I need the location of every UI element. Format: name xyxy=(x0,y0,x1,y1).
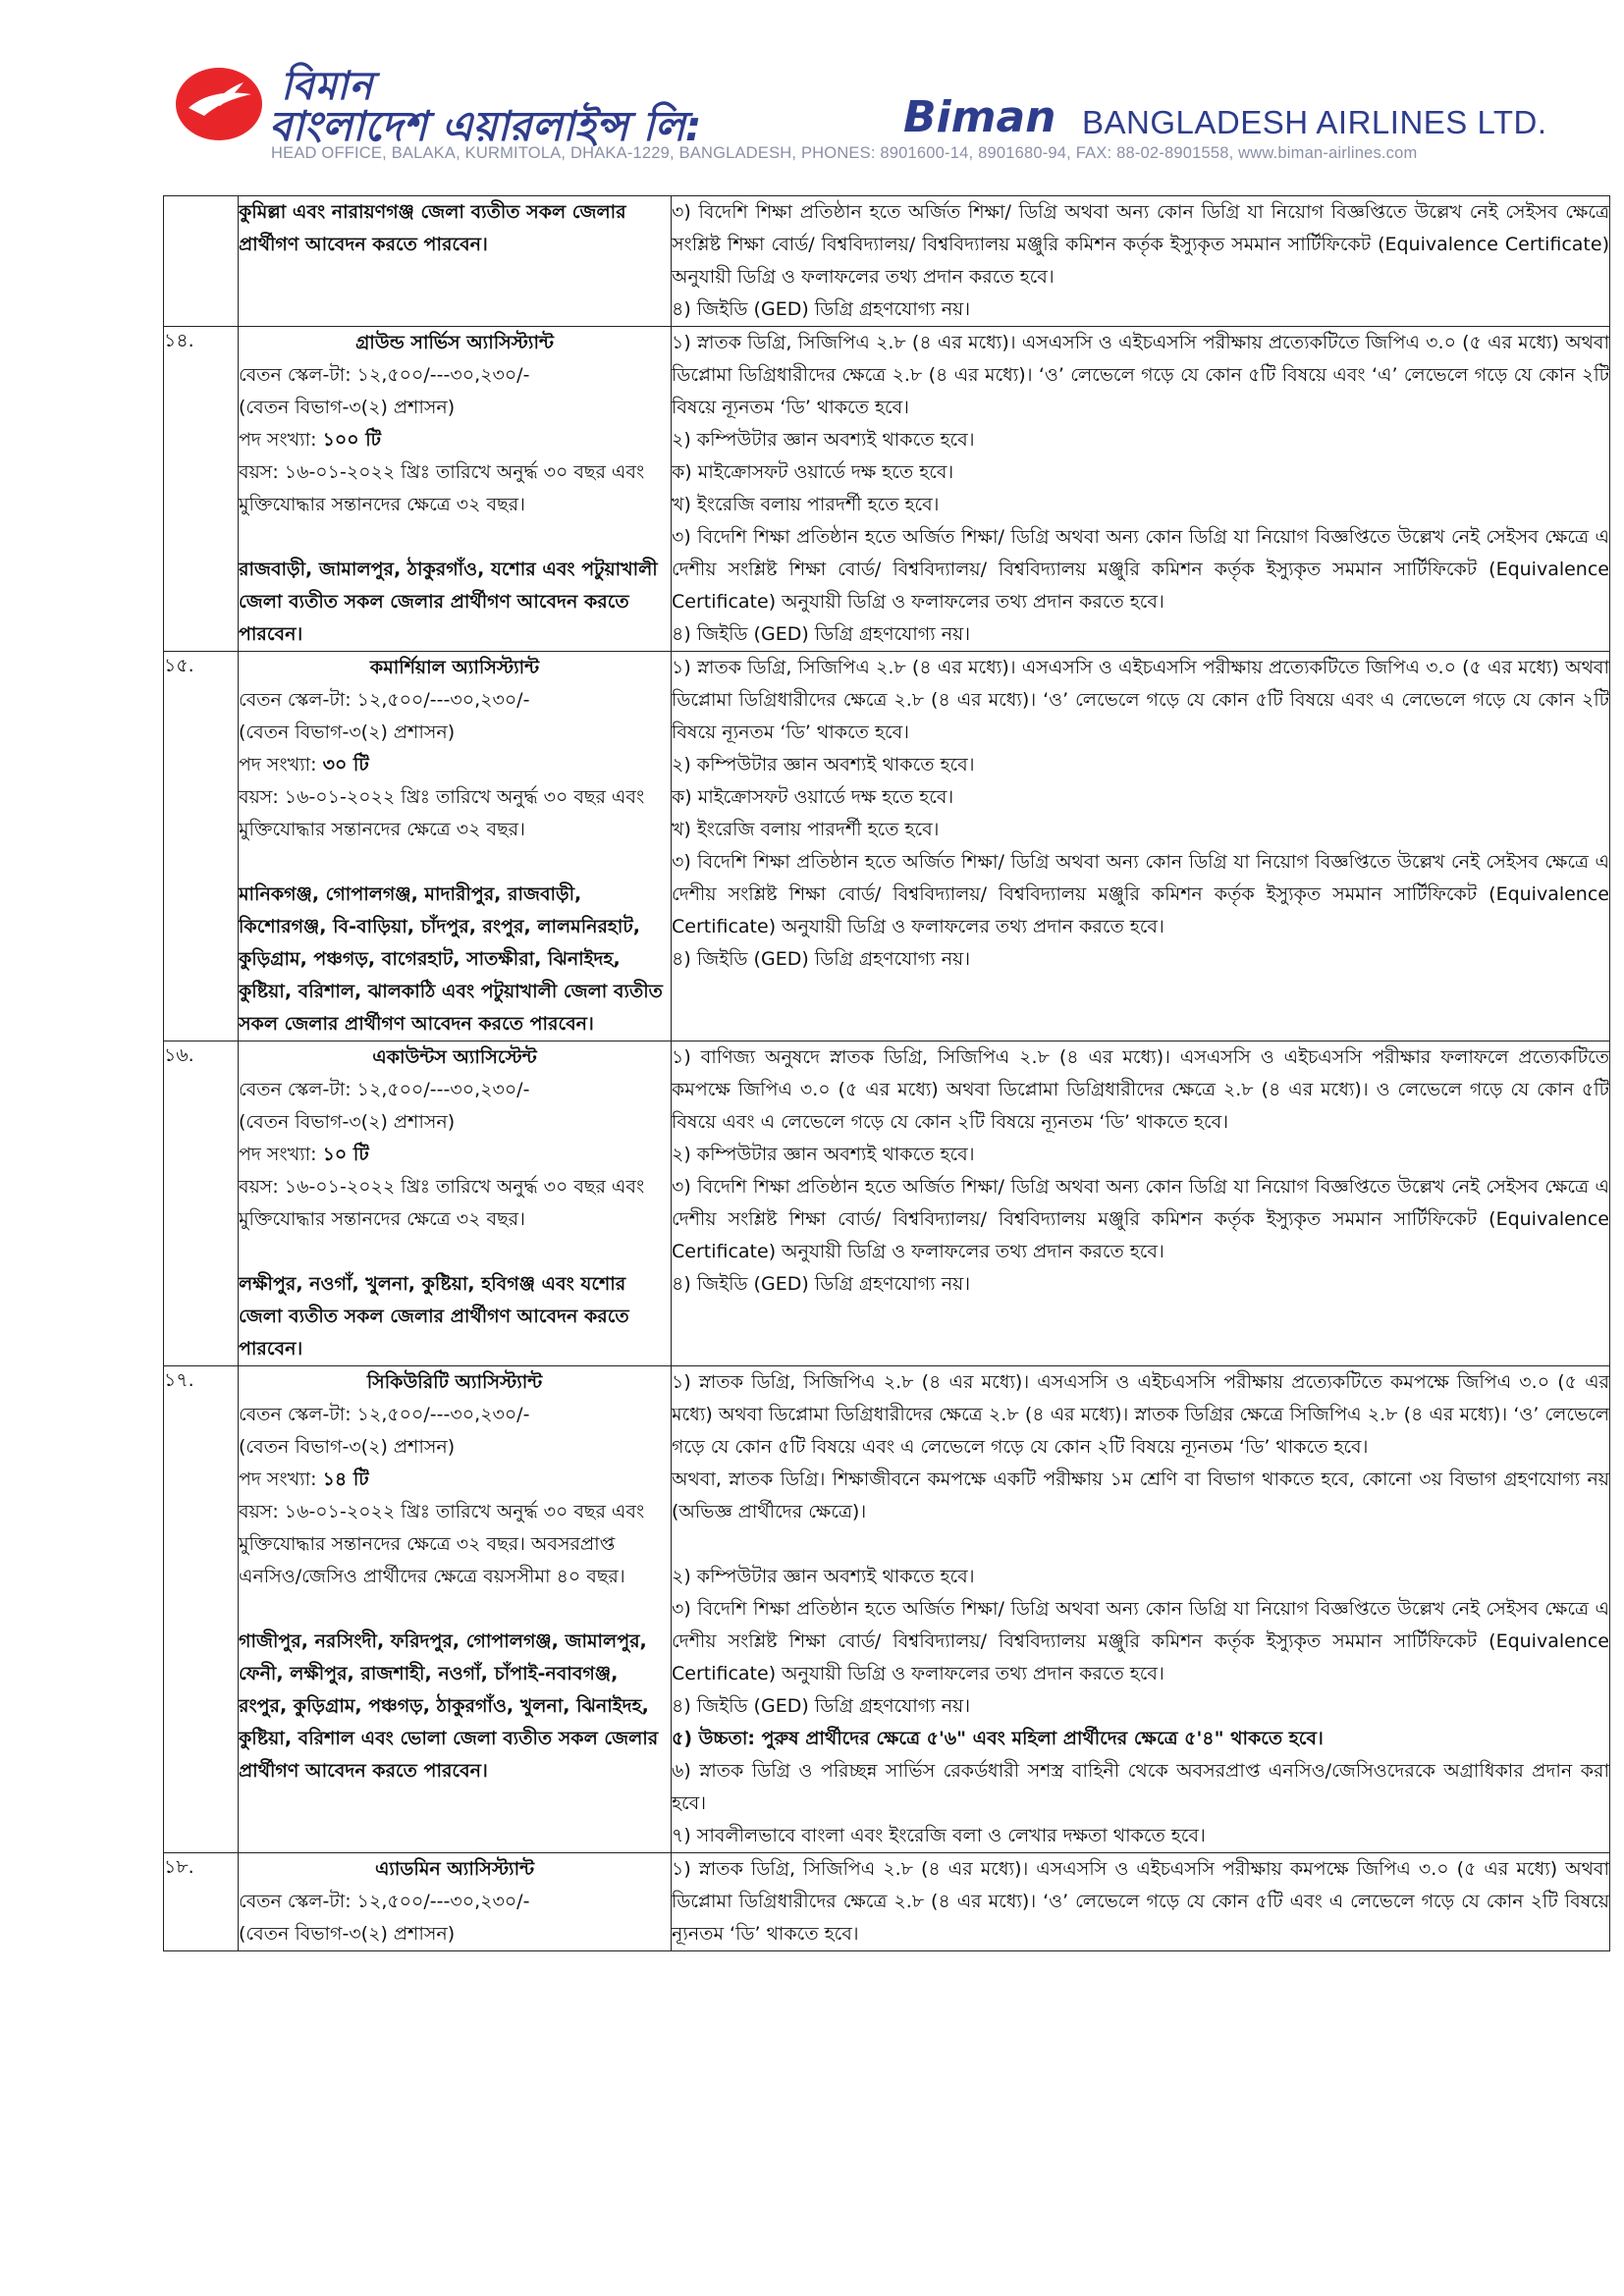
table-row xyxy=(164,1366,1610,1853)
post-count xyxy=(239,424,671,456)
post-title: এ্যাডমিন অ্যাসিস্ট্যান্ট xyxy=(374,1858,535,1880)
requirement-item: ৩) বিদেশি শিক্ষা প্রতিষ্ঠান হতে অর্জিত শিক্ষা/ ডিগ্রি অথবা অন্য কোন ডিগ্রি যা নিয়োগ বিজ্ঞপ্তিতে উল্লেখ নেই সেইসব ক্ষেত্রে এ দেশীয় সংশ্লিষ্ট শিক্ষা বোর্ড/ বিশ্ববিদ্যালয়/ বিশ্ববিদ্যালয় মঞ্জুরি কমিশন কর্তৃক ইস্যুকৃত সমমান সার্টিফিকেট (Equivalence Certificate) অনুযায়ী ডিগ্রি ও ফলাফলের তথ্য প্রদান করতে হবে। xyxy=(672,851,1609,937)
post-count-value: ১৪ টি xyxy=(322,1468,369,1490)
table-row xyxy=(164,652,1610,1041)
table-row xyxy=(164,1041,1610,1366)
requirement-item: ৪) জিইডি (GED) ডিগ্রি গ্রহণযোগ্য নয়। xyxy=(672,948,971,970)
spacer xyxy=(672,1528,1609,1561)
serial-number-cell: ১৭. xyxy=(164,1366,239,1853)
post-count-label: পদ সংখ্যা: xyxy=(239,754,323,775)
eligible-districts: মানিকগঞ্জ, গোপালগঞ্জ, মাদারীপুর, রাজবাড়ী, কিশোরগঞ্জ, বি-বাড়িয়া, চাঁদপুর, রংপুর, লালমনিরহাট, কুড়িগ্রাম, পঞ্চগড়, বাগেরহাট, সাতক্ষীরা, ঝিনাইদহ, কুষ্টিয়া, বরিশাল, ঝালকাঠি এবং পটুয়াখালী জেলা ব্যতীত সকল জেলার প্রার্থীগণ আবেদন করতে পারবেন। xyxy=(239,883,663,1035)
post-details-cell xyxy=(239,327,672,652)
requirement-item: ২) কম্পিউটার জ্ঞান অবশ্যই থাকতে হবে। xyxy=(672,429,975,451)
eligible-districts: কুমিল্লা এবং নারায়ণগঞ্জ জেলা ব্যতীত সকল জেলার প্রার্থীগণ আবেদন করতে পারবেন। xyxy=(239,201,626,255)
requirement-item: ক) মাইক্রোসফট ওয়ার্ডে দক্ষ হতে হবে। xyxy=(672,461,954,483)
requirement-item: ৪) জিইডি (GED) ডিগ্রি গ্রহণযোগ্য নয়। xyxy=(672,1273,971,1295)
requirement-item: ৪) জিইডি (GED) ডিগ্রি গ্রহণযোগ্য নয়। xyxy=(672,298,971,320)
company-name: BANGLADESH AIRLINES LTD. xyxy=(1082,104,1547,140)
post-count xyxy=(239,1139,671,1171)
post-count xyxy=(239,749,671,781)
spacer xyxy=(239,1236,671,1268)
requirement-item: ৫) উচ্চতা: পুরুষ প্রার্থীদের ক্ষেত্রে ৫'৬" এবং মহিলা প্রার্থীদের ক্ষেত্রে ৫'৪" থাকতে হবে। xyxy=(672,1728,1324,1749)
requirement-item: ৪) জিইডি (GED) ডিগ্রি গ্রহণযোগ্য নয়। xyxy=(672,1695,971,1717)
spacer xyxy=(239,521,671,554)
requirement-item: ১) স্নাতক ডিগ্রি, সিজিপিএ ২.৮ (৪ এর মধ্যে)। এসএসসি ও এইচএসসি পরীক্ষায় প্রত্যেকটিতে জিপিএ ৩.০ (৫ এর মধ্যে) অথবা ডিপ্লোমা ডিগ্রিধারীদের ক্ষেত্রে ২.৮ (৪ এর মধ্যে)। ‘ও’ লেভেলে গড়ে যে কোন ৫টি বিষয়ে এবং ‘এ’ লেভেলে গড়ে যে কোন ২টি বিষয়ে ন্যূনতম ‘ডি’ থাকতে হবে। xyxy=(672,332,1609,418)
post-title: সিকিউরিটি অ্যাসিস্ট্যান্ট xyxy=(366,1371,543,1393)
salary-scale: বেতন স্কেল-টা: ১২,৫০০/---৩০,২৩০/- xyxy=(239,689,530,711)
post-count-value: ১০ টি xyxy=(322,1144,369,1165)
post-count-value: ১০০ টি xyxy=(322,429,382,451)
post-count-label: পদ সংখ্যা: xyxy=(239,1144,323,1165)
table-row xyxy=(164,196,1610,327)
requirement-item: ১) বাণিজ্য অনুষদে স্নাতক ডিগ্রি, সিজিপিএ ২.৮ (৪ এর মধ্যে)। এসএসসি ও এইচএসসি পরীক্ষার ফলাফলে প্রত্যেকটিতে কমপক্ষে জিপিএ ৩.০ (৫ এর মধ্যে) অথবা ডিপ্লোমা ডিগ্রিধারীদের ক্ষেত্রে ২.৮ (৪ এর মধ্যে)। ও লেভেলে গড়ে যে কোন ৫টি বিষয়ে এবং এ লেভেলে গড়ে যে কোন ২টি বিষয়ে ন্যূনতম ‘ডি’ থাকতে হবে। xyxy=(672,1046,1609,1133)
requirements-cell xyxy=(672,327,1610,652)
requirement-item: ৩) বিদেশি শিক্ষা প্রতিষ্ঠান হতে অর্জিত শিক্ষা/ ডিগ্রি অথবা অন্য কোন ডিগ্রি যা নিয়োগ বিজ্ঞপ্তিতে উল্লেখ নেই সেইসব ক্ষেত্রে এ দেশীয় সংশ্লিষ্ট শিক্ষা বোর্ড/ বিশ্ববিদ্যালয়/ বিশ্ববিদ্যালয় মঞ্জুরি কমিশন কর্তৃক ইস্যুকৃত সমমান সার্টিফিকেট (Equivalence Certificate) অনুযায়ী ডিগ্রি ও ফলাফলের তথ্য প্রদান করতে হবে। xyxy=(672,1176,1609,1262)
post-title: গ্রাউন্ড সার্ভিস অ্যাসিস্ট্যান্ট xyxy=(355,332,554,353)
serial-number-cell: ১৪. xyxy=(164,327,239,652)
requirement-item: ১) স্নাতক ডিগ্রি, সিজিপিএ ২.৮ (৪ এর মধ্যে)। এসএসসি ও এইচএসসি পরীক্ষায় কমপক্ষে জিপিএ ৩.০ (৫ এর মধ্যে) অথবা ডিপ্লোমা ডিগ্রিধারীদের ক্ষেত্রে ২.৮ (৪ এর মধ্যে)। ‘ও’ লেভেলে গড়ে যে কোন ৫টি এবং এ লেভেলে গড়ে যে কোন ২টি বিষয়ে ন্যূনতম ‘ডি’ থাকতে হবে। xyxy=(672,1858,1609,1945)
post-details-cell xyxy=(239,1041,672,1366)
post-count xyxy=(239,1464,671,1496)
salary-scale: বেতন স্কেল-টা: ১২,৫০০/---৩০,২৩০/- xyxy=(239,1404,530,1425)
pay-department: (বেতন বিভাগ-৩(২) প্রশাসন) xyxy=(239,397,456,418)
post-details-cell xyxy=(239,652,672,1041)
spacer xyxy=(239,1593,671,1626)
requirement-item: ২) কম্পিউটার জ্ঞান অবশ্যই থাকতে হবে। xyxy=(672,1144,975,1165)
post-count-label: পদ সংখ্যা: xyxy=(239,1468,323,1490)
requirement-item: ৬) স্নাতক ডিগ্রি ও পরিচ্ছন্ন সার্ভিস রেকর্ডধারী সশস্ত্র বাহিনী থেকে অবসরপ্রাপ্ত এনসিও/জেসিওদেরকে অগ্রাধিকার প্রদান করা হবে। xyxy=(672,1760,1609,1814)
letterhead xyxy=(175,55,1547,165)
requirement-item: ১) স্নাতক ডিগ্রি, সিজিপিএ ২.৮ (৪ এর মধ্যে)। এসএসসি ও এইচএসসি পরীক্ষায় প্রত্যেকটিতে কমপক্ষে জিপিএ ৩.০ (৫ এর মধ্যে) অথবা ডিপ্লোমা ডিগ্রিধারীদের ক্ষেত্রে ২.৮ (৪ এর মধ্যে)। স্নাতক ডিগ্রির ক্ষেত্রে সিজিপিএ ২.৮ (৪ এর মধ্যে)। ‘ও’ লেভেলে গড়ে যে কোন ৫টি বিষয়ে এবং এ লেভেলে গড়ে যে কোন ২টি বিষয়ে ন্যূনতম ‘ডি’ থাকতে হবে। xyxy=(672,1371,1609,1458)
requirement-item: ৩) বিদেশি শিক্ষা প্রতিষ্ঠান হতে অর্জিত শিক্ষা/ ডিগ্রি অথবা অন্য কোন ডিগ্রি যা নিয়োগ বিজ্ঞপ্তিতে উল্লেখ নেই সেইসব ক্ষেত্রে এ দেশীয় সংশ্লিষ্ট শিক্ষা বোর্ড/ বিশ্ববিদ্যালয়/ বিশ্ববিদ্যালয় মঞ্জুরি কমিশন কর্তৃক ইস্যুকৃত সমমান সার্টিফিকেট (Equivalence Certificate) অনুযায়ী ডিগ্রি ও ফলাফলের তথ্য প্রদান করতে হবে। xyxy=(672,526,1609,613)
serial-number-cell: ১৬. xyxy=(164,1041,239,1366)
table-row xyxy=(164,1853,1610,1951)
post-details-cell xyxy=(239,1366,672,1853)
requirement-item: খ) ইংরেজি বলায় পারদর্শী হতে হবে। xyxy=(672,819,940,840)
post-count-label: পদ সংখ্যা: xyxy=(239,429,323,451)
head-office-address: HEAD OFFICE, BALAKA, KURMITOLA, DHAKA-1229, BANGLADESH, PHONES: 8901600-14, 8901680-94, FAX: 88-02-8901558, www.biman-airlines.com xyxy=(271,144,1418,162)
post-details-cell xyxy=(239,196,672,327)
requirement-item: ২) কম্পিউটার জ্ঞান অবশ্যই থাকতে হবে। xyxy=(672,754,975,775)
biman-logo-icon xyxy=(175,65,263,141)
spacer xyxy=(239,846,671,879)
requirement-item: ৩) বিদেশি শিক্ষা প্রতিষ্ঠান হতে অর্জিত শিক্ষা/ ডিগ্রি অথবা অন্য কোন ডিগ্রি যা নিয়োগ বিজ্ঞপ্তিতে উল্লেখ নেই সেইসব ক্ষেত্রে এ দেশীয় সংশ্লিষ্ট শিক্ষা বোর্ড/ বিশ্ববিদ্যালয়/ বিশ্ববিদ্যালয় মঞ্জুরি কমিশন কর্তৃক ইস্যুকৃত সমমান সার্টিফিকেট (Equivalence Certificate) অনুযায়ী ডিগ্রি ও ফলাফলের তথ্য প্রদান করতে হবে। xyxy=(672,1598,1609,1684)
bangla-company-name: বাংলাদেশ এয়ারলাইন্স লি: xyxy=(269,102,702,150)
job-table-body xyxy=(164,196,1610,1951)
serial-number-cell: ১৫. xyxy=(164,652,239,1041)
requirement-item: ২) কম্পিউটার জ্ঞান অবশ্যই থাকতে হবে। xyxy=(672,1566,975,1587)
requirement-item: ১) স্নাতক ডিগ্রি, সিজিপিএ ২.৮ (৪ এর মধ্যে)। এসএসসি ও এইচএসসি পরীক্ষায় প্রত্যেকটিতে জিপিএ ৩.০ (৫ এর মধ্যে) অথবা ডিপ্লোমা ডিগ্রিধারীদের ক্ষেত্রে ২.৮ (৪ এর মধ্যে)। ‘ও’ লেভেলে গড়ে যে কোন ৫টি বিষয়ে এবং এ লেভেলে গড়ে যে কোন ২টি বিষয়ে ন্যূনতম ‘ডি’ থাকতে হবে। xyxy=(672,657,1609,743)
post-title: একাউন্টস অ্যাসিস্টেন্ট xyxy=(372,1046,537,1068)
salary-scale: বেতন স্কেল-টা: ১২,৫০০/---৩০,২৩০/- xyxy=(239,1891,530,1912)
requirement-item: অথবা, স্নাতক ডিগ্রি। শিক্ষাজীবনে কমপক্ষে একটি পরীক্ষায় ১ম শ্রেণি বা বিভাগ থাকতে হবে, কোনো ৩য় বিভাগ গ্রহণযোগ্য নয় (অভিজ্ঞ প্রার্থীদের ক্ষেত্রে)। xyxy=(672,1468,1609,1522)
post-count-value: ৩০ টি xyxy=(322,754,369,775)
requirements-cell xyxy=(672,652,1610,1041)
requirement-item: ক) মাইক্রোসফট ওয়ার্ডে দক্ষ হতে হবে। xyxy=(672,786,954,808)
brand-name: Biman xyxy=(903,92,1056,142)
age-limit: বয়স: ১৬-০১-২০২২ খ্রিঃ তারিখে অনুর্দ্ধ ৩০ বছর এবং মুক্তিযোদ্ধার সন্তানদের ক্ষেত্রে ৩২ বছর। xyxy=(239,461,645,515)
eligible-districts: রাজবাড়ী, জামালপুর, ঠাকুরগাঁও, যশোর এবং পটুয়াখালী জেলা ব্যতীত সকল জেলার প্রার্থীগণ আবেদন করতে পারবেন। xyxy=(239,559,658,645)
pay-department: (বেতন বিভাগ-৩(২) প্রশাসন) xyxy=(239,1111,456,1133)
pay-department: (বেতন বিভাগ-৩(২) প্রশাসন) xyxy=(239,1923,456,1945)
requirements-cell xyxy=(672,1041,1610,1366)
age-limit: বয়স: ১৬-০১-২০২২ খ্রিঃ তারিখে অনুর্দ্ধ ৩০ বছর এবং মুক্তিযোদ্ধার সন্তানদের ক্ষেত্রে ৩২ বছর। অবসরপ্রাপ্ত এনসিও/জেসিও প্রার্থীদের ক্ষেত্রে বয়সসীমা ৪০ বছর। xyxy=(239,1501,645,1587)
table-row xyxy=(164,327,1610,652)
requirements-cell xyxy=(672,1853,1610,1951)
requirement-item: ৩) বিদেশি শিক্ষা প্রতিষ্ঠান হতে অর্জিত শিক্ষা/ ডিগ্রি অথবা অন্য কোন ডিগ্রি যা নিয়োগ বিজ্ঞপ্তিতে উল্লেখ নেই সেইসব ক্ষেত্রে সংশ্লিষ্ট শিক্ষা বোর্ড/ বিশ্ববিদ্যালয়/ বিশ্ববিদ্যালয় মঞ্জুরি কমিশন কর্তৃক ইস্যুকৃত সমমান সার্টিফিকেট (Equivalence Certificate) অনুযায়ী ডিগ্রি ও ফলাফলের তথ্য প্রদান করতে হবে। xyxy=(672,201,1609,288)
age-limit: বয়স: ১৬-০১-২০২২ খ্রিঃ তারিখে অনুর্দ্ধ ৩০ বছর এবং মুক্তিযোদ্ধার সন্তানদের ক্ষেত্রে ৩২ বছর। xyxy=(239,786,645,840)
pay-department: (বেতন বিভাগ-৩(২) প্রশাসন) xyxy=(239,721,456,743)
requirements-cell xyxy=(672,196,1610,327)
requirement-item: ৪) জিইডি (GED) ডিগ্রি গ্রহণযোগ্য নয়। xyxy=(672,623,971,645)
post-details-cell xyxy=(239,1853,672,1951)
salary-scale: বেতন স্কেল-টা: ১২,৫০০/---৩০,২৩০/- xyxy=(239,1079,530,1100)
requirements-cell xyxy=(672,1366,1610,1853)
bangla-brand-top: বিমান xyxy=(281,64,374,109)
serial-number-cell xyxy=(164,196,239,327)
eligible-districts: গাজীপুর, নরসিংদী, ফরিদপুর, গোপালগঞ্জ, জামালপুর, ফেনী, লক্ষীপুর, রাজশাহী, নওগাঁ, চাঁপাই-নবাবগঞ্জ, রংপুর, কুড়িগ্রাম, পঞ্চগড়, ঠাকুরগাঁও, খুলনা, ঝিনাইদহ, কুষ্টিয়া, বরিশাল এবং ভোলা জেলা ব্যতীত সকল জেলার প্রার্থীগণ আবেদন করতে পারবেন। xyxy=(239,1630,659,1782)
serial-number-cell: ১৮. xyxy=(164,1853,239,1951)
requirement-item: খ) ইংরেজি বলায় পারদর্শী হতে হবে। xyxy=(672,494,940,515)
post-title: কমার্শিয়াল অ্যাসিস্ট্যান্ট xyxy=(369,657,540,678)
pay-department: (বেতন বিভাগ-৩(২) প্রশাসন) xyxy=(239,1436,456,1458)
job-requirements-table xyxy=(163,195,1610,1951)
salary-scale: বেতন স্কেল-টা: ১২,৫০০/---৩০,২৩০/- xyxy=(239,364,530,386)
eligible-districts: লক্ষীপুর, নওগাঁ, খুলনা, কুষ্টিয়া, হবিগঞ্জ এবং যশোর জেলা ব্যতীত সকল জেলার প্রার্থীগণ আবেদন করতে পারবেন। xyxy=(239,1273,629,1360)
age-limit: বয়স: ১৬-০১-২০২২ খ্রিঃ তারিখে অনুর্দ্ধ ৩০ বছর এবং মুক্তিযোদ্ধার সন্তানদের ক্ষেত্রে ৩২ বছর। xyxy=(239,1176,645,1230)
requirement-item: ৭) সাবলীলভাবে বাংলা এবং ইংরেজি বলা ও লেখার দক্ষতা থাকতে হবে। xyxy=(672,1825,1206,1846)
